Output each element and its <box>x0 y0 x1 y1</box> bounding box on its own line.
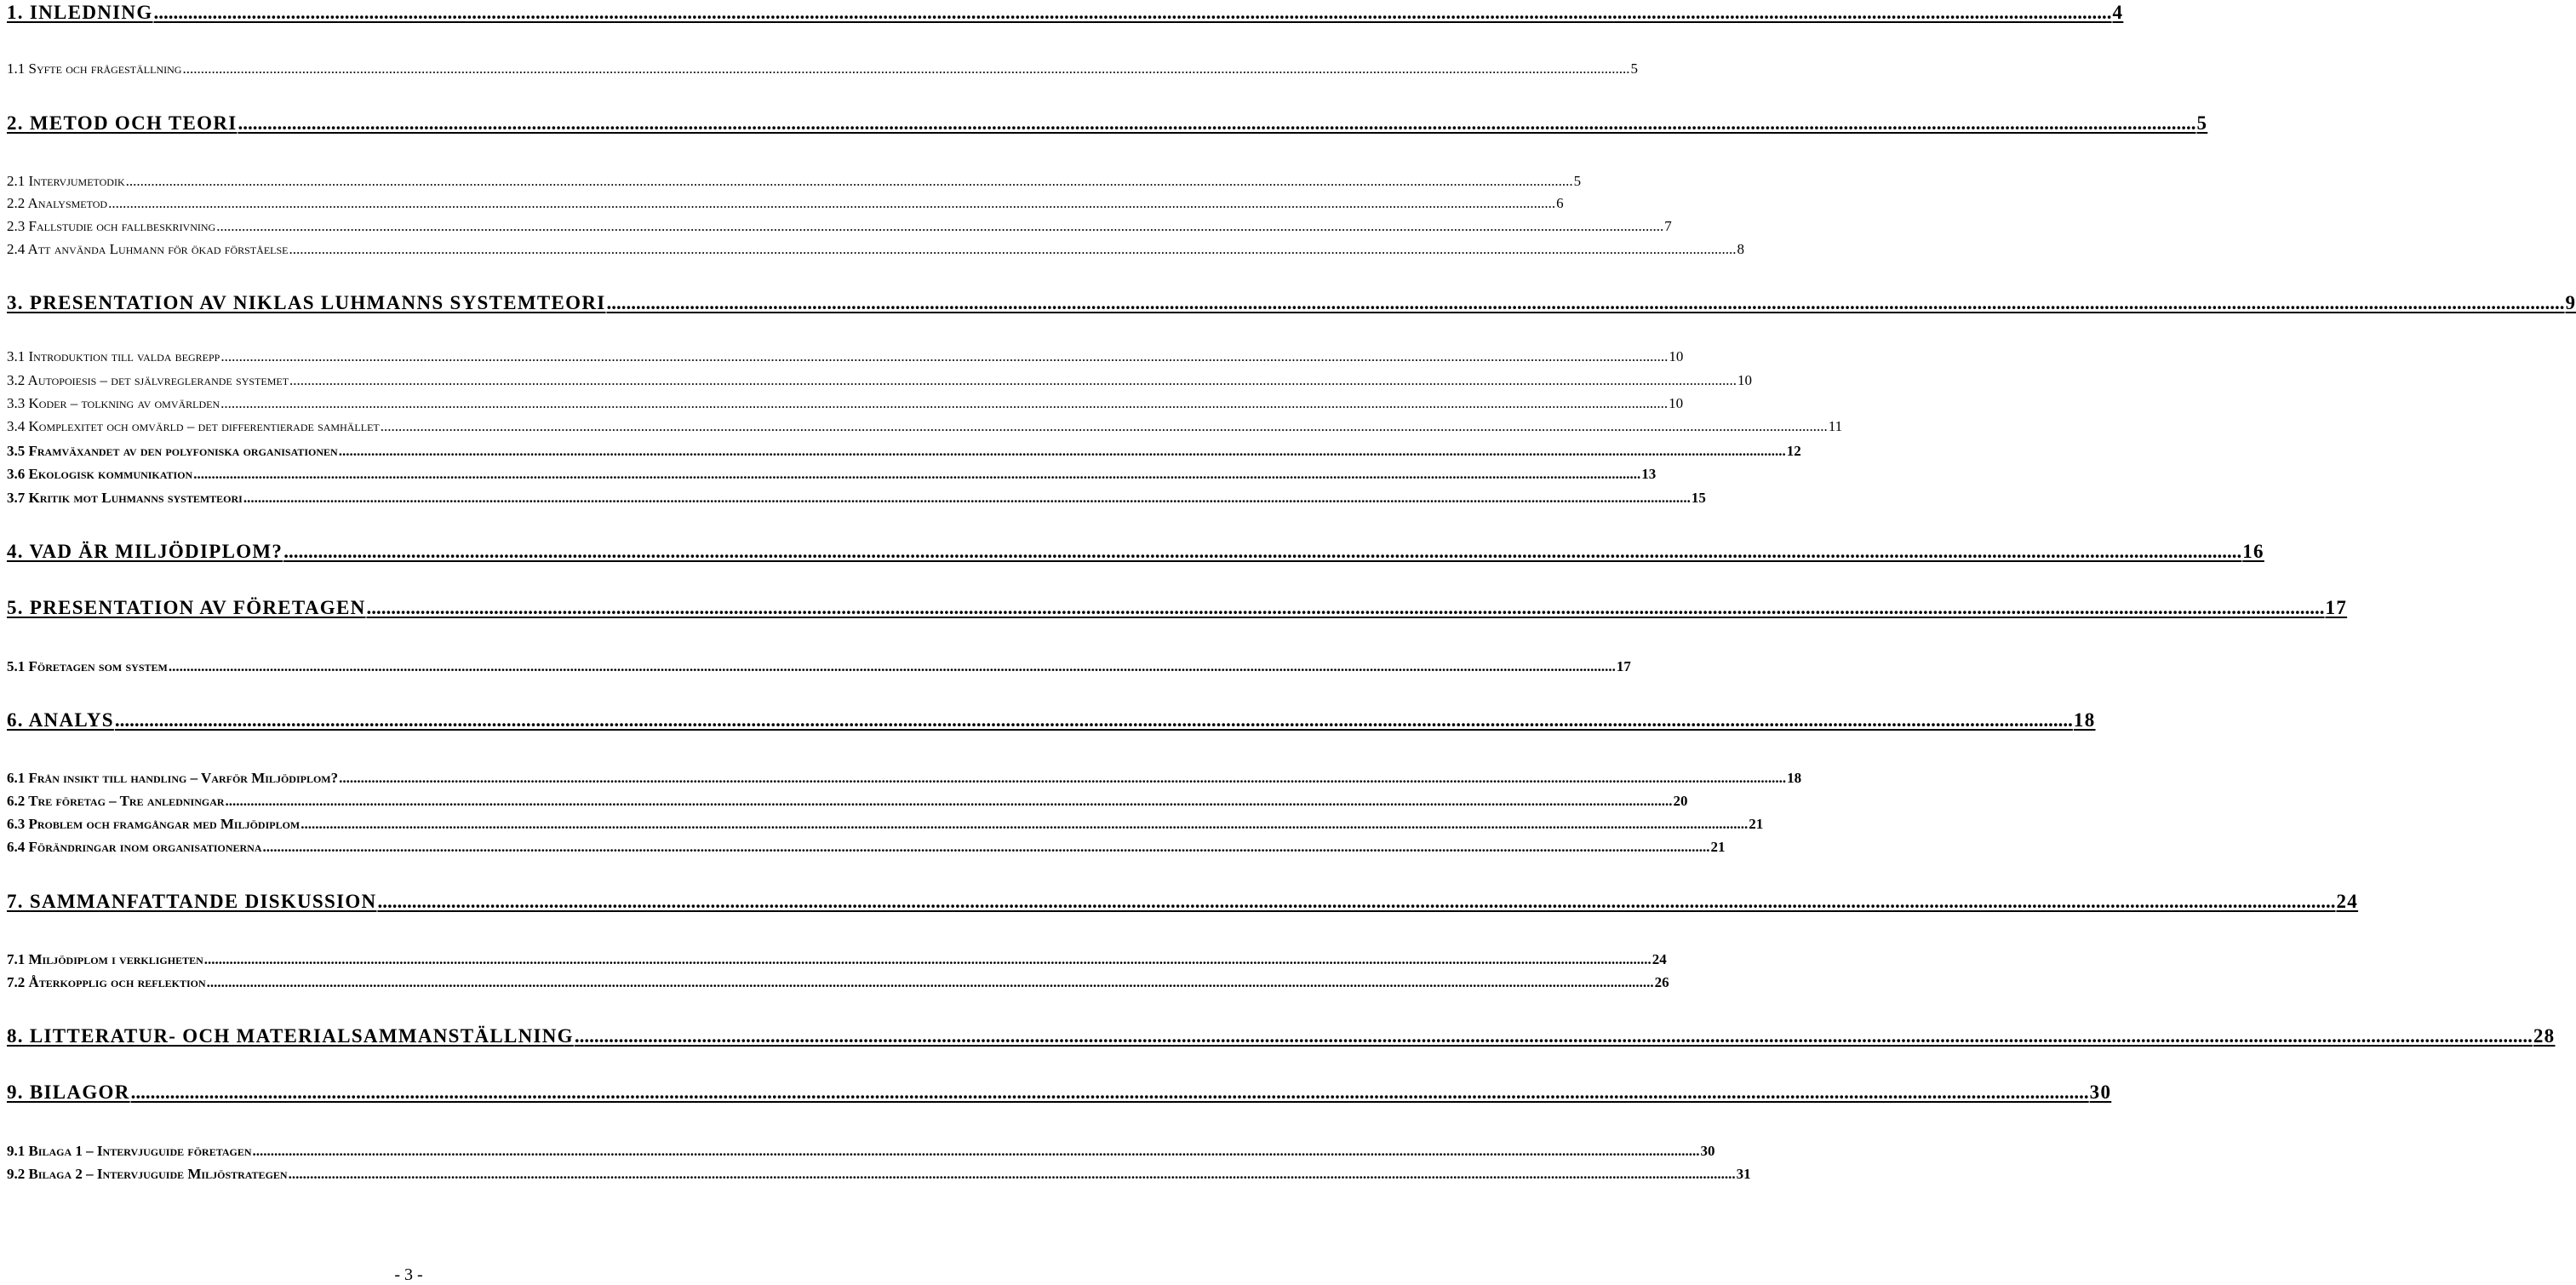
toc-leader-dots: ................................................................................................................................................................................................................................................................................................................................................................................................................ <box>283 541 2242 562</box>
toc-entry-label: 2.1 Intervjumetodik <box>7 173 125 189</box>
toc-leader-dots: ................................................................................................................................................................................................................................................................................................................................................................................................................ <box>301 816 1749 832</box>
toc-section[interactable] <box>7 346 1684 364</box>
toc-chapter[interactable] <box>7 0 2124 23</box>
toc-leader-dots: ................................................................................................................................................................................................................................................................................................................................................................................................................ <box>220 395 1669 411</box>
toc-entry-page: 12 <box>1786 443 1801 459</box>
toc-section[interactable] <box>7 58 1638 77</box>
toc-section[interactable] <box>7 416 1843 434</box>
toc-leader-dots: ................................................................................................................................................................................................................................................................................................................................................................................................................ <box>114 709 2073 731</box>
toc-entry-label: 3.2 Autopoiesis – det självreglerande systemet <box>7 372 289 388</box>
toc-entry-page: 21 <box>1749 816 1764 832</box>
toc-section[interactable] <box>7 790 1688 809</box>
toc-entry-page: 20 <box>1673 793 1688 809</box>
toc-chapter[interactable] <box>7 594 2348 618</box>
toc-entry-page: 9 <box>2565 292 2576 313</box>
toc-entry-page: 4 <box>2112 2 2124 23</box>
toc-chapter[interactable] <box>7 538 2264 562</box>
toc-entry-label: 6.1 Från insikt till handling – Varför Miljödiplom? <box>7 770 339 786</box>
toc-section[interactable] <box>7 972 1669 990</box>
toc-leader-dots: ................................................................................................................................................................................................................................................................................................................................................................................................................ <box>262 839 1710 855</box>
toc-entry-page: 30 <box>1700 1143 1715 1159</box>
toc-entry-page: 18 <box>2073 709 2096 731</box>
toc-leader-dots: ................................................................................................................................................................................................................................................................................................................................................................................................................ <box>216 218 1664 234</box>
toc-entry-label: 5. PRESENTATION AV FÖRETAGEN <box>7 597 366 618</box>
toc-entry-page: 21 <box>1710 839 1726 855</box>
toc-entry-label: 6.4 Förändringar inom organisationerna <box>7 839 262 855</box>
toc-leader-dots: ................................................................................................................................................................................................................................................................................................................................................................................................................ <box>338 443 1786 459</box>
toc-entry-page: 5 <box>1573 173 1582 189</box>
toc-leader-dots: ................................................................................................................................................................................................................................................................................................................................................................................................................ <box>289 372 1737 388</box>
toc-entry-page: 8 <box>1737 241 1744 257</box>
toc-entry-label: 1. INLEDNING <box>7 2 153 23</box>
toc-entry-page: 18 <box>1787 770 1802 786</box>
toc-entry-page: 10 <box>1737 372 1753 388</box>
toc-section[interactable] <box>7 440 1801 459</box>
toc-chapter[interactable] <box>7 110 2208 134</box>
toc-leader-dots: ................................................................................................................................................................................................................................................................................................................................................................................................................ <box>238 112 2196 134</box>
toc-chapter[interactable] <box>7 707 2096 731</box>
toc-chapter[interactable] <box>7 1023 2556 1047</box>
toc-leader-dots: ................................................................................................................................................................................................................................................................................................................................................................................................................ <box>125 173 1573 189</box>
toc-section[interactable] <box>7 1140 1715 1159</box>
toc-leader-dots: ................................................................................................................................................................................................................................................................................................................................................................................................................ <box>206 974 1654 990</box>
toc-leader-dots: ................................................................................................................................................................................................................................................................................................................................................................................................................ <box>153 2 2112 23</box>
toc-leader-dots: ................................................................................................................................................................................................................................................................................................................................................................................................................ <box>193 466 1641 482</box>
toc-leader-dots: ................................................................................................................................................................................................................................................................................................................................................................................................................ <box>377 891 2336 912</box>
toc-entry-page: 17 <box>2325 597 2348 618</box>
page-number: - 3 - <box>394 1265 423 1284</box>
toc-entry-page: 31 <box>1736 1166 1751 1182</box>
toc-entry-label: 4. VAD ÄR MILJÖDIPLOM? <box>7 541 283 562</box>
toc-entry-page: 7 <box>1664 218 1672 234</box>
toc-entry-label: 7.1 Miljödiplom i verkligheten <box>7 951 203 967</box>
toc-section[interactable] <box>7 487 1706 506</box>
toc-leader-dots: ................................................................................................................................................................................................................................................................................................................................................................................................................ <box>574 1025 2533 1047</box>
toc-section[interactable] <box>7 170 1582 189</box>
toc-entry-page: 30 <box>2089 1081 2112 1103</box>
toc-entry-page: 24 <box>1652 951 1667 967</box>
toc-entry-label: 9. BILAGOR <box>7 1081 130 1103</box>
toc-entry-page: 5 <box>1630 60 1638 77</box>
toc-section[interactable] <box>7 767 1802 786</box>
toc-leader-dots: ................................................................................................................................................................................................................................................................................................................................................................................................................ <box>203 951 1652 967</box>
toc-section[interactable] <box>7 656 1631 674</box>
toc-leader-dots: ................................................................................................................................................................................................................................................................................................................................................................................................................ <box>220 348 1669 364</box>
toc-entry-label: 1.1 Syfte och frågeställning <box>7 60 182 77</box>
toc-section[interactable] <box>7 238 1744 257</box>
toc-leader-dots: ................................................................................................................................................................................................................................................................................................................................................................................................................ <box>252 1143 1700 1159</box>
toc-leader-dots: ................................................................................................................................................................................................................................................................................................................................................................................................................ <box>243 490 1691 506</box>
toc-leader-dots: ................................................................................................................................................................................................................................................................................................................................................................................................................ <box>288 1166 1736 1182</box>
toc-entry-label: 2.4 Att använda Luhmann för ökad förståelse <box>7 241 289 257</box>
toc-entry-label: 7. SAMMANFATTANDE DISKUSSION <box>7 891 377 912</box>
toc-section[interactable] <box>7 370 1753 388</box>
toc-section[interactable] <box>7 192 1564 211</box>
toc-leader-dots: ................................................................................................................................................................................................................................................................................................................................................................................................................ <box>606 292 2565 313</box>
toc-entry-page: 24 <box>2336 891 2359 912</box>
toc-entry-label: 3.1 Introduktion till valda begrepp <box>7 348 220 364</box>
toc-entry-page: 5 <box>2196 112 2208 134</box>
toc-section[interactable] <box>7 836 1726 855</box>
toc-leader-dots: ................................................................................................................................................................................................................................................................................................................................................................................................................ <box>366 597 2325 618</box>
toc-entry-label: 2.2 Analysmetod <box>7 195 108 211</box>
toc-leader-dots: ................................................................................................................................................................................................................................................................................................................................................................................................................ <box>108 195 1556 211</box>
toc-entry-label: 8. LITTERATUR- OCH MATERIALSAMMANSTÄLLNING <box>7 1025 574 1047</box>
toc-entry-page: 28 <box>2533 1025 2556 1047</box>
toc-section[interactable] <box>7 463 1657 482</box>
toc-entry-page: 6 <box>1556 195 1564 211</box>
toc-entry-page: 10 <box>1669 395 1684 411</box>
toc-section[interactable] <box>7 949 1667 967</box>
toc-entry-label: 9.1 Bilaga 1 – Intervjuguide företagen <box>7 1143 252 1159</box>
toc-leader-dots: ................................................................................................................................................................................................................................................................................................................................................................................................................ <box>168 658 1616 674</box>
toc-section[interactable] <box>7 1163 1751 1182</box>
toc-entry-label: 7.2 Återkopplig och reflektion <box>7 974 206 990</box>
toc-chapter[interactable] <box>7 1079 2112 1103</box>
toc-entry-label: 3.5 Framväxandet av den polyfoniska organisationen <box>7 443 338 459</box>
toc-leader-dots: ................................................................................................................................................................................................................................................................................................................................................................................................................ <box>130 1081 2089 1103</box>
toc-entry-label: 3.7 Kritik mot Luhmanns systemteori <box>7 490 243 506</box>
toc-entry-label: 6.3 Problem och framgångar med Miljödiplom <box>7 816 301 832</box>
toc-leader-dots: ................................................................................................................................................................................................................................................................................................................................................................................................................ <box>225 793 1673 809</box>
toc-section[interactable] <box>7 813 1764 832</box>
toc-entry-label: 3.6 Ekologisk kommunikation <box>7 466 193 482</box>
toc-entry-page: 11 <box>1828 418 1843 434</box>
toc-entry-page: 16 <box>2242 541 2264 562</box>
toc-entry-label: 3.4 Komplexitet och omvärld – det differentierade samhället <box>7 418 380 434</box>
toc-leader-dots: ................................................................................................................................................................................................................................................................................................................................................................................................................ <box>182 60 1630 77</box>
toc-entry-page: 26 <box>1654 974 1669 990</box>
toc-entry-label: 6. ANALYS <box>7 709 114 731</box>
toc-section[interactable] <box>7 393 1684 411</box>
toc-entry-page: 15 <box>1691 490 1706 506</box>
toc-chapter[interactable] <box>7 888 2359 912</box>
toc-entry-label: 3.3 Koder – tolkning av omvärlden <box>7 395 220 411</box>
toc-entry-label: 3. PRESENTATION AV NIKLAS LUHMANNS SYSTEMTEORI <box>7 292 606 313</box>
toc-chapter[interactable] <box>7 290 2576 313</box>
toc-entry-label: 2. METOD OCH TEORI <box>7 112 238 134</box>
toc-leader-dots: ................................................................................................................................................................................................................................................................................................................................................................................................................ <box>380 418 1828 434</box>
toc-section[interactable] <box>7 215 1672 234</box>
toc-entry-page: 10 <box>1669 348 1684 364</box>
toc-entry-label: 9.2 Bilaga 2 – Intervjuguide Miljöstrategen <box>7 1166 288 1182</box>
toc-entry-label: 6.2 Tre företag – Tre anledningar <box>7 793 225 809</box>
toc-leader-dots: ................................................................................................................................................................................................................................................................................................................................................................................................................ <box>339 770 1787 786</box>
toc-leader-dots: ................................................................................................................................................................................................................................................................................................................................................................................................................ <box>289 241 1737 257</box>
toc-entry-page: 13 <box>1641 466 1657 482</box>
toc-entry-label: 5.1 Företagen som system <box>7 658 168 674</box>
toc-entry-page: 17 <box>1616 658 1631 674</box>
toc-entry-label: 2.3 Fallstudie och fallbeskrivning <box>7 218 216 234</box>
